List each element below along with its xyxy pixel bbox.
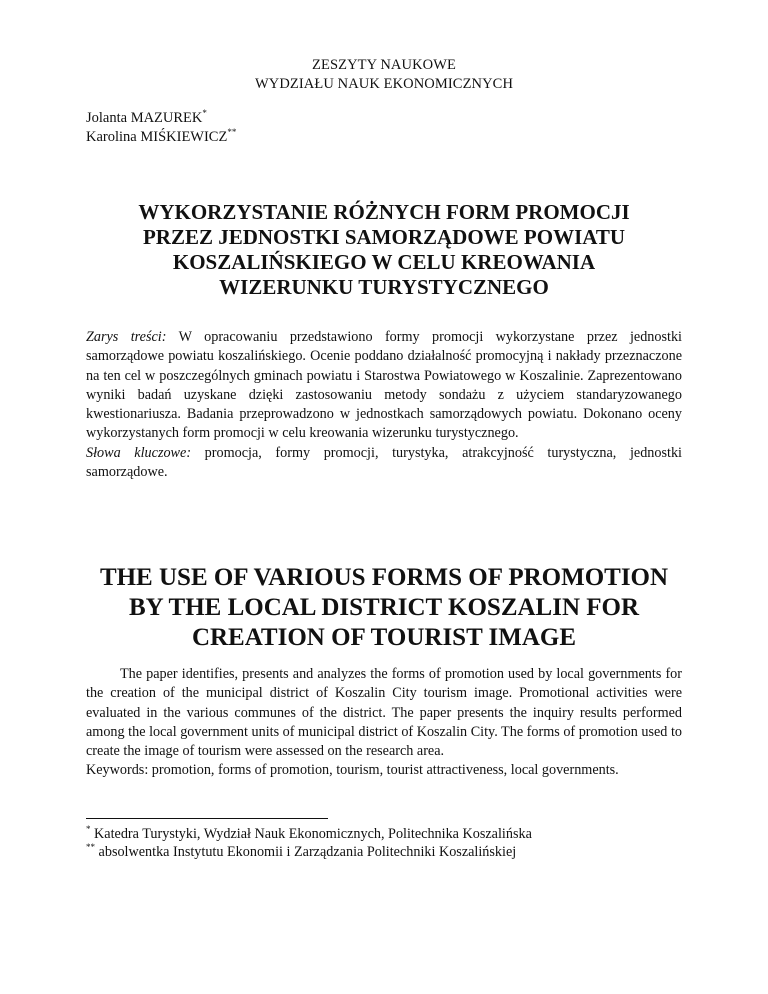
polish-abstract-paragraph (86, 328, 682, 444)
footnote-1 (86, 825, 706, 843)
footnote-2-text: absolwentka Instytutu Ekonomii i Zarządzania Politechniki Koszalińskiej (95, 844, 517, 860)
polish-title (86, 200, 682, 300)
author-list (86, 109, 236, 147)
english-title (86, 563, 682, 653)
polish-abstract-label: Zarys treści: (86, 329, 167, 345)
polish-abstract-text: W opracowaniu przedstawiono formy promocji wykorzystane przez jednostki samorządowe powiatu koszalińskiego. Ocenie poddano działalność promocyjną i nakłady przeznaczone na ten cel w poszczególnych gminach powiatu i Starostwa Powiatowego w Koszalinie. Zaprezentowano wyniki badań uzyskane dzięki zastosowaniu metody sondażu z użyciem standaryzowanego kwestionariusza. Badania przeprowadzono w jednostkach samorządowych powiatu. Dokonano oceny wykorzystanych form promocji w celu kreowania wizerunku turystycznego. (86, 329, 682, 442)
author-1-footnote-mark: * (202, 108, 207, 118)
author-2-footnote-mark: ** (227, 127, 237, 137)
footnotes (86, 825, 706, 861)
journal-name-line1: ZESZYTY NAUKOWE (312, 57, 456, 73)
footnote-2-mark: ** (86, 842, 95, 852)
english-title-line: BY THE LOCAL DISTRICT KOSZALIN FOR (128, 594, 640, 621)
footnote-2 (86, 843, 706, 861)
polish-title-line: PRZEZ JEDNOSTKI SAMORZĄDOWE POWIATU (142, 225, 626, 249)
author-2 (86, 128, 236, 147)
english-title-line: THE USE OF VARIOUS FORMS OF PROMOTION (99, 564, 669, 591)
author-1-name: Jolanta MAZUREK (86, 110, 203, 126)
english-abstract-text: The paper identifies, presents and analyzes the forms of promotion used by local governments for the creation of the municipal district of Koszalin City tourism image. Promotional activities were evaluated in the various communes of the district. The paper presents the inquiry results performed among the local government units of municipal district of Koszalin City. The forms of promotion used to create the image of tourism were assessed on the research area. (86, 666, 682, 760)
english-title-line: CREATION OF TOURIST IMAGE (191, 624, 577, 651)
footnote-1-mark: * (86, 824, 91, 834)
footnote-1-text: Katedra Turystyki, Wydział Nauk Ekonomicznych, Politechnika Koszalińska (90, 826, 532, 842)
polish-keywords (86, 444, 682, 483)
english-keywords: Keywords: promotion, forms of promotion, tourism, tourist attractiveness, local governments. (86, 762, 619, 779)
polish-keywords-label: Słowa kluczowe: (86, 444, 192, 461)
english-abstract (86, 665, 682, 781)
footnote-divider (86, 818, 328, 819)
author-1 (86, 109, 236, 128)
polish-keywords-text: promocja, formy promocji, turystyka, atrakcyjność turystyczna, jednostki samorządowe. (86, 444, 682, 481)
journal-header (0, 56, 768, 94)
journal-name-line2: WYDZIAŁU NAUK EKONOMICZNYCH (254, 76, 514, 92)
polish-title-line: KOSZALIŃSKIEGO W CELU KREOWANIA (172, 250, 596, 274)
polish-abstract (86, 328, 682, 482)
polish-title-line: WYKORZYSTANIE RÓŻNYCH FORM PROMOCJI (138, 200, 630, 224)
polish-title-line: WIZERUNKU TURYSTYCZNEGO (219, 275, 549, 299)
author-2-name: Karolina MIŚKIEWICZ (86, 129, 228, 145)
